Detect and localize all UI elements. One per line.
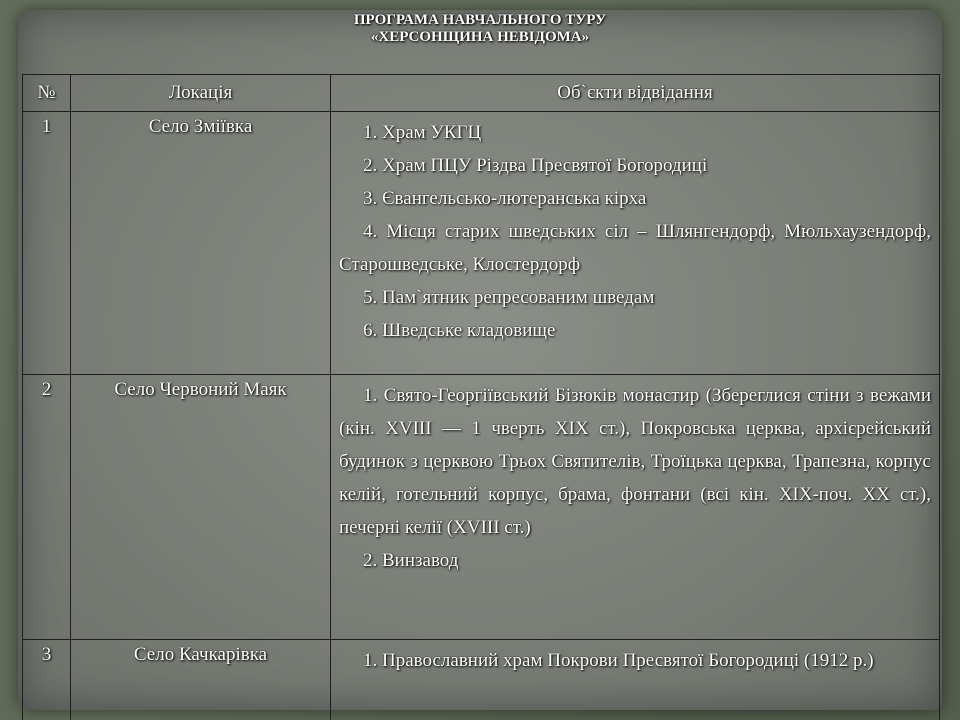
row-location: Село Качкарівка [71, 640, 331, 720]
list-item: 1. Православний храм Покрови Пресвятої Богородиці (1912 р.) [363, 650, 874, 671]
list-item: 6. Шведське кладовище [363, 320, 556, 341]
list-item: 5. Пам`ятник репресованим шведам [363, 287, 655, 308]
table-row [23, 112, 940, 375]
list-item: 3. Євангельсько-лютеранська кірха [363, 188, 647, 209]
list-item: 1. Свято-Георгіївський Бізюків монастир (Збереглися стіни з вежами (кін. XVIII — 1 чверть XIX ст.), Покровська церква, архієрейський будинок з церквою Трьох Святителів, Троїцька церква, Трапезна, корпус келій, готельний корпус, брама, фонтани (всі кін. XIX-поч. XX ст.), печерні келії (XVIII ст.) [339, 385, 931, 538]
row-location: Село Зміївка [71, 112, 331, 375]
row-objects [331, 112, 940, 375]
header-objects: Об`єкти відвідання [331, 75, 940, 112]
title-line-1: ПРОГРАМА НАВЧАЛЬНОГО ТУРУ [353, 12, 607, 28]
row-objects [331, 375, 940, 640]
row-location: Село Червоний Маяк [71, 375, 331, 640]
list-item: 4. Місця старих шведських сіл – Шлянгендорф, Мюльхаузендорф, Старошведське, Клостердорф [339, 221, 931, 275]
slide-title [0, 12, 960, 46]
list-item: 1. Храм УКГЦ [363, 122, 482, 143]
header-number: № [23, 75, 71, 112]
tour-program-table [22, 74, 940, 720]
header-location: Локація [71, 75, 331, 112]
row-number: 2 [23, 375, 71, 640]
table-header-row [23, 75, 940, 112]
row-number: 1 [23, 112, 71, 375]
list-item: 2. Винзавод [363, 550, 459, 571]
table-row [23, 640, 940, 720]
title-line-2: «ХЕРСОНЩИНА НЕВІДОМА» [370, 29, 590, 45]
row-objects [331, 640, 940, 720]
table-row [23, 375, 940, 640]
list-item: 2. Храм ПЦУ Різдва Пресвятої Богородиці [363, 155, 708, 176]
row-number: 3 [23, 640, 71, 720]
